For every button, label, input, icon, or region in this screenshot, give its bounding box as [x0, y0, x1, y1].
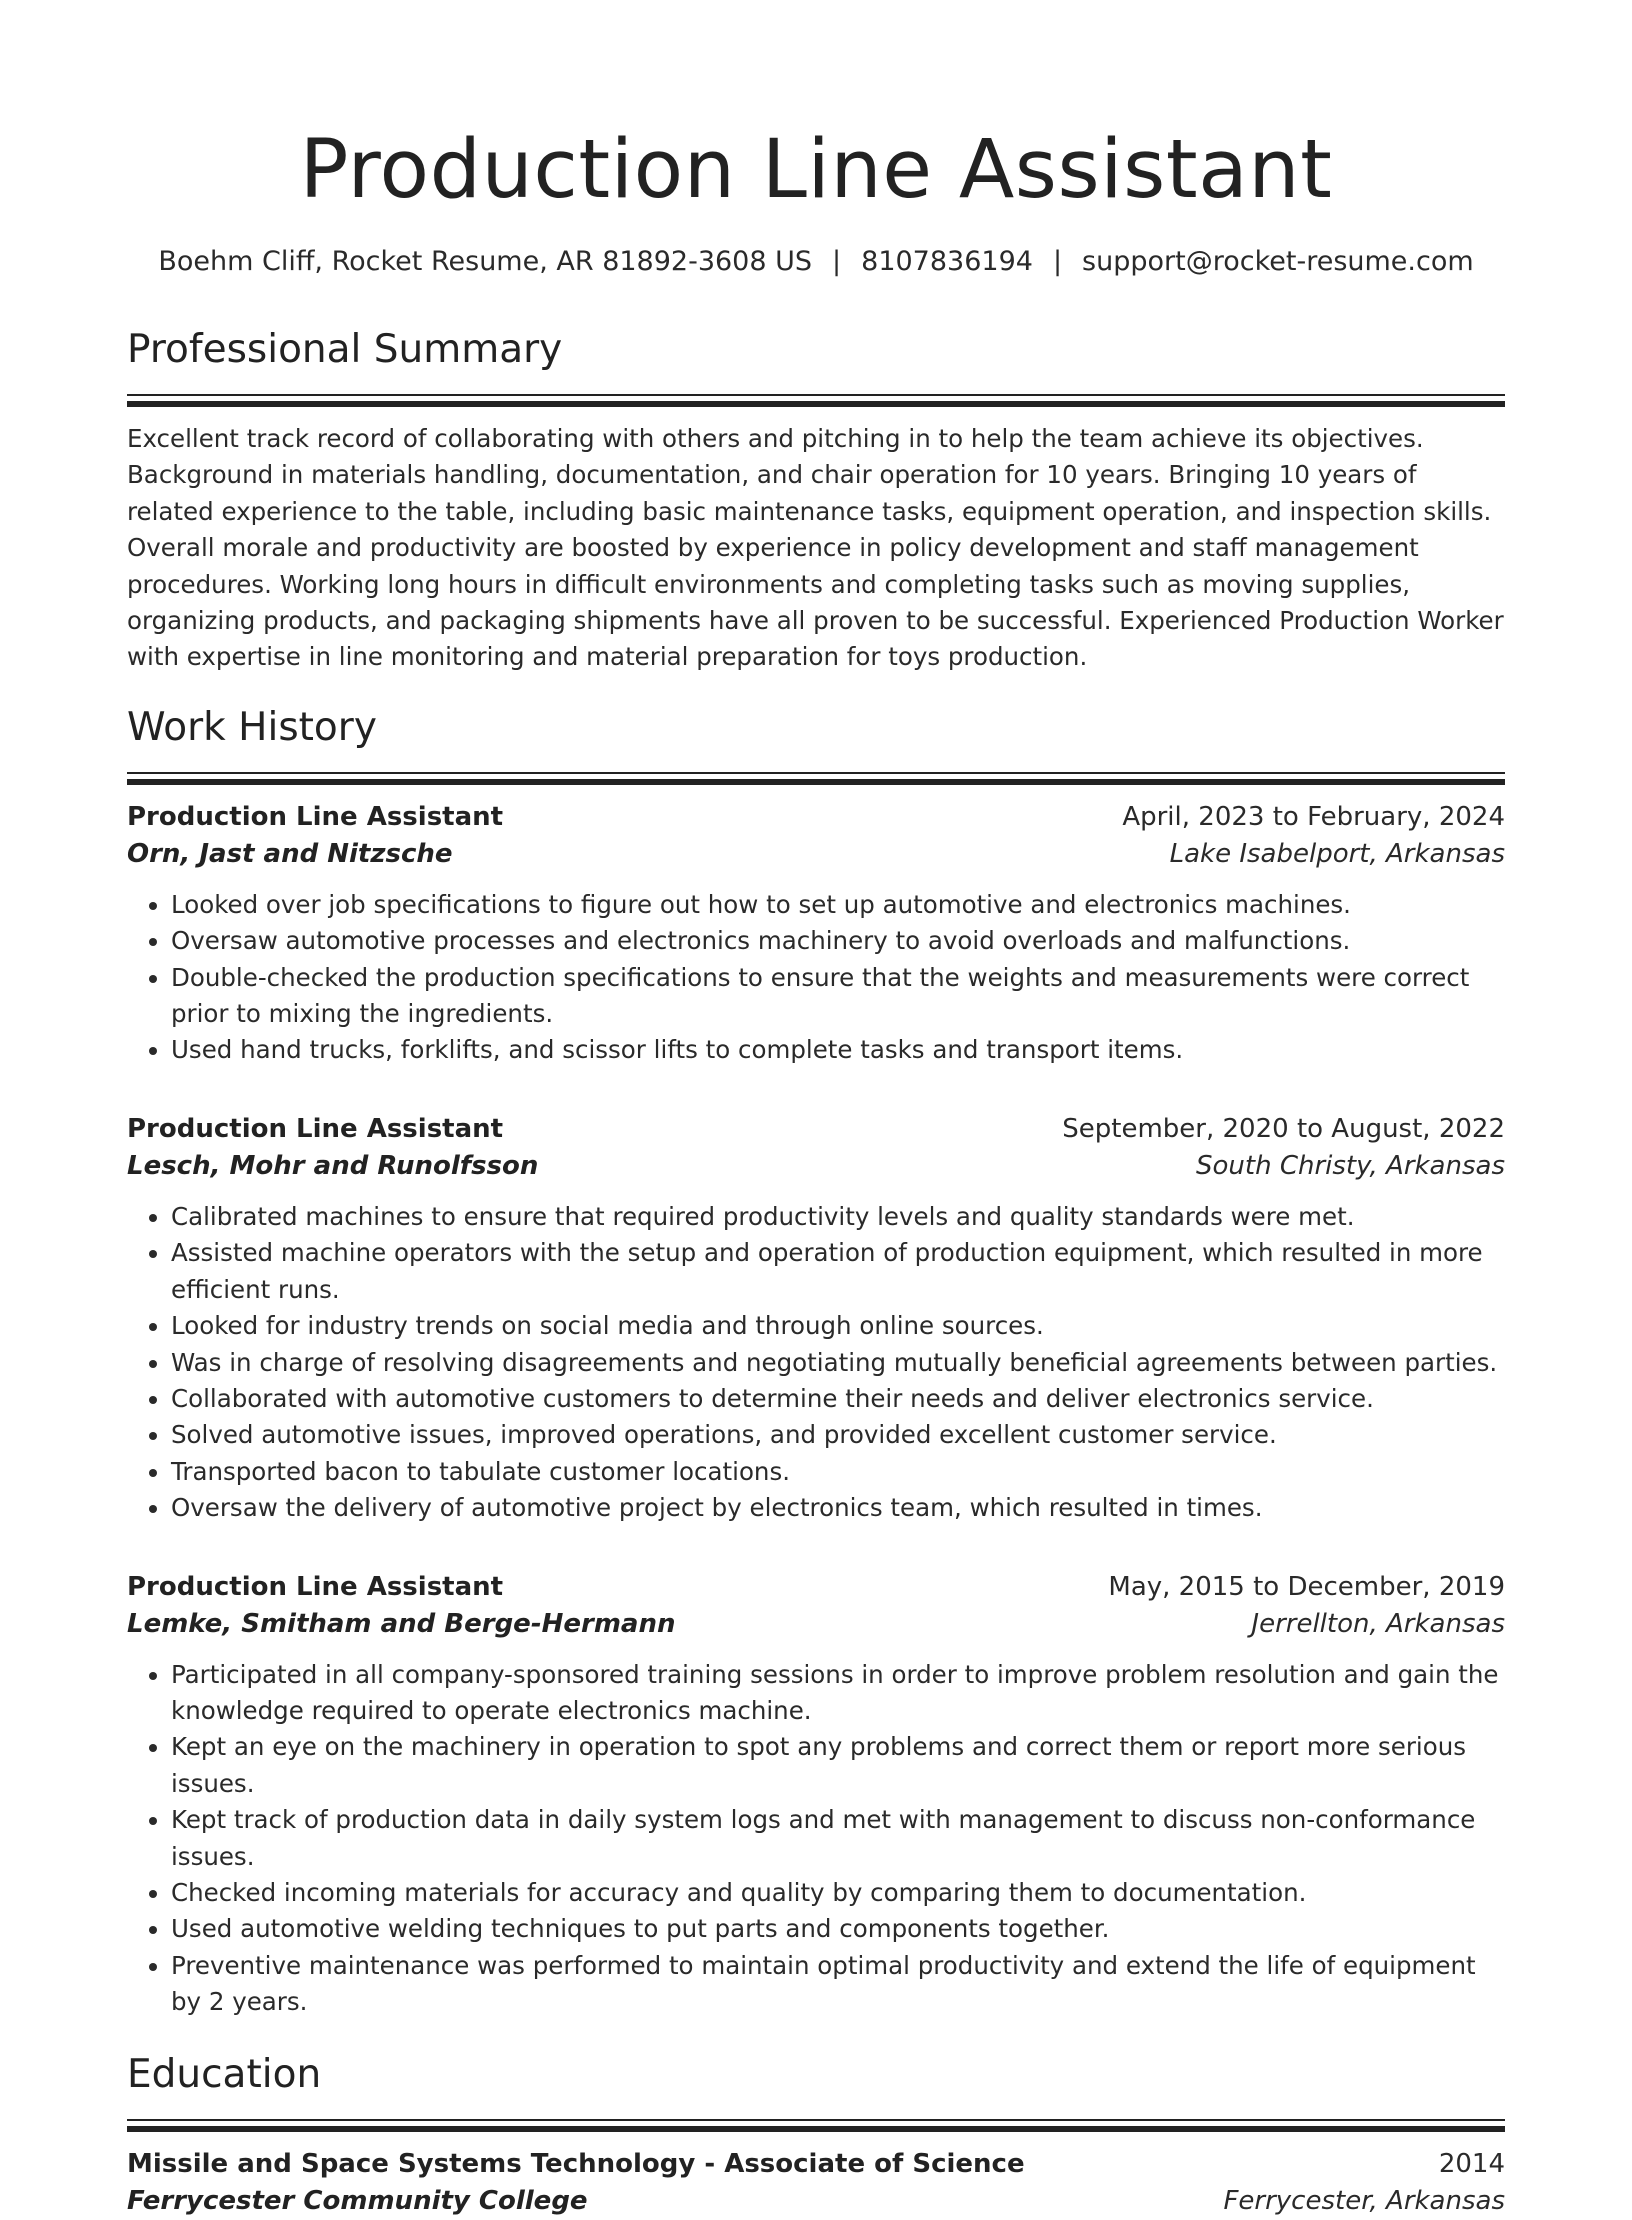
job-bullets	[127, 1657, 1505, 2021]
job-dates: May, 2015 to December, 2019	[1108, 1571, 1505, 1602]
job-company-row	[127, 1605, 1505, 1643]
job-entry	[127, 1111, 1505, 1527]
summary-section	[127, 326, 1505, 676]
job-location: South Christy, Arkansas	[1196, 1150, 1505, 1181]
job-bullet: • Looked for industry trends on social media and through online sources.	[171, 1308, 1505, 1344]
job-bullet: • Collaborated with automotive customers to determine their needs and deliver electronics service.	[171, 1381, 1505, 1417]
job-entry	[127, 1569, 1505, 2021]
job-bullet: • Solved automotive issues, improved operations, and provided excellent customer service.	[171, 1417, 1505, 1453]
resume-title: Production Line Assistant	[299, 123, 1333, 217]
job-bullet: • Used hand trucks, forklifts, and scissor lifts to complete tasks and transport items.	[171, 1032, 1505, 1068]
job-company: Orn, Jast and Nitzsche	[127, 838, 453, 869]
education-location: Ferrycester, Arkansas	[1223, 2185, 1505, 2216]
education-year: 2014	[1438, 2148, 1505, 2179]
job-bullet: • Assisted machine operators with the setup and operation of production equipment, which resulted in more efficient runs.	[171, 1235, 1505, 1308]
contact-phone: 8107836194	[861, 246, 1033, 277]
job-header-row	[127, 1111, 1505, 1147]
job-location: Lake Isabelport, Arkansas	[1169, 838, 1505, 869]
job-bullet: • Looked over job specifications to figure out how to set up automotive and electronics machines.	[171, 887, 1505, 923]
education-degree: Missile and Space Systems Technology - Associate of Science	[127, 2148, 1025, 2179]
education-heading: Education	[127, 2051, 322, 2097]
job-bullet: • Kept track of production data in daily system logs and met with management to discuss non-conformance issues.	[171, 1802, 1505, 1875]
education-school-row	[127, 2182, 1505, 2220]
section-divider	[127, 772, 1505, 777]
job-bullet: • Calibrated machines to ensure that required productivity levels and quality standards were met.	[171, 1199, 1505, 1235]
job-bullet: • Double-checked the production specifications to ensure that the weights and measurements were correct prior to mixing the ingredients.	[171, 960, 1505, 1033]
work-history-heading: Work History	[127, 704, 377, 750]
job-bullet: • Oversaw the delivery of automotive project by electronics team, which resulted in times.	[171, 1490, 1505, 1526]
education-entry	[127, 2146, 1505, 2220]
job-entry	[127, 799, 1505, 1069]
job-bullet: • Preventive maintenance was performed to maintain optimal productivity and extend the life of equipment by 2 years.	[171, 1948, 1505, 2021]
contact-email: support@rocket-resume.com	[1082, 246, 1474, 277]
job-bullet: • Checked incoming materials for accuracy and quality by comparing them to documentation.	[171, 1875, 1505, 1911]
job-header-row	[127, 799, 1505, 835]
job-company: Lesch, Mohr and Runolfsson	[127, 1150, 539, 1181]
education-school: Ferrycester Community College	[127, 2185, 588, 2216]
job-bullets	[127, 887, 1505, 1069]
job-location: Jerrellton, Arkansas	[1251, 1608, 1505, 1639]
job-title: Production Line Assistant	[127, 1113, 504, 1144]
job-bullet: • Transported bacon to tabulate customer locations.	[171, 1454, 1505, 1490]
job-header-row	[127, 1569, 1505, 1605]
job-dates: April, 2023 to February, 2024	[1122, 801, 1505, 832]
summary-text: Excellent track record of collaborating with others and pitching in to help the team achieve its objectives. Background in materials handling, documentation, and chair operation for 10 years. Bringing 10 years of related experience to the table, including basic maintenance tasks, equipment operation, and inspection skills. Overall morale and productivity are boosted by experience in policy development and staff management procedures. Working long hours in difficult environments and completing tasks such as moving supplies, organizing products, and packaging shipments have all proven to be successful. Experienced Production Worker with expertise in line monitoring and material preparation for toys production.	[127, 424, 1504, 672]
section-divider	[127, 394, 1505, 399]
contact-line	[127, 244, 1505, 280]
job-bullet: • Participated in all company-sponsored training sessions in order to improve problem resolution and gain the knowledge required to operate electronics machine.	[171, 1657, 1505, 1730]
job-bullet: • Kept an eye on the machinery in operation to spot any problems and correct them or report more serious issues.	[171, 1729, 1505, 1802]
job-bullet: • Was in charge of resolving disagreements and negotiating mutually beneficial agreements between parties.	[171, 1345, 1505, 1381]
section-divider	[127, 2119, 1505, 2124]
job-dates: September, 2020 to August, 2022	[1062, 1113, 1505, 1144]
summary-heading: Professional Summary	[127, 327, 563, 372]
job-company-row	[127, 835, 1505, 873]
job-bullet: • Used automotive welding techniques to put parts and components together.	[171, 1911, 1505, 1947]
contact-address: Boehm Cliff, Rocket Resume, AR 81892-3608 US	[158, 246, 813, 277]
job-title: Production Line Assistant	[127, 801, 504, 832]
contact-separator: |	[832, 246, 842, 277]
education-header-row	[127, 2146, 1505, 2182]
job-bullet: • Oversaw automotive processes and electronics machinery to avoid overloads and malfunctions.	[171, 923, 1505, 959]
education-section	[127, 2051, 1505, 2220]
contact-separator: |	[1052, 246, 1063, 277]
work-history-section	[127, 704, 1505, 2021]
job-title: Production Line Assistant	[127, 1571, 504, 1602]
job-company-row	[127, 1147, 1505, 1185]
job-company: Lemke, Smitham and Berge-Hermann	[127, 1608, 676, 1639]
job-bullets	[127, 1199, 1505, 1527]
